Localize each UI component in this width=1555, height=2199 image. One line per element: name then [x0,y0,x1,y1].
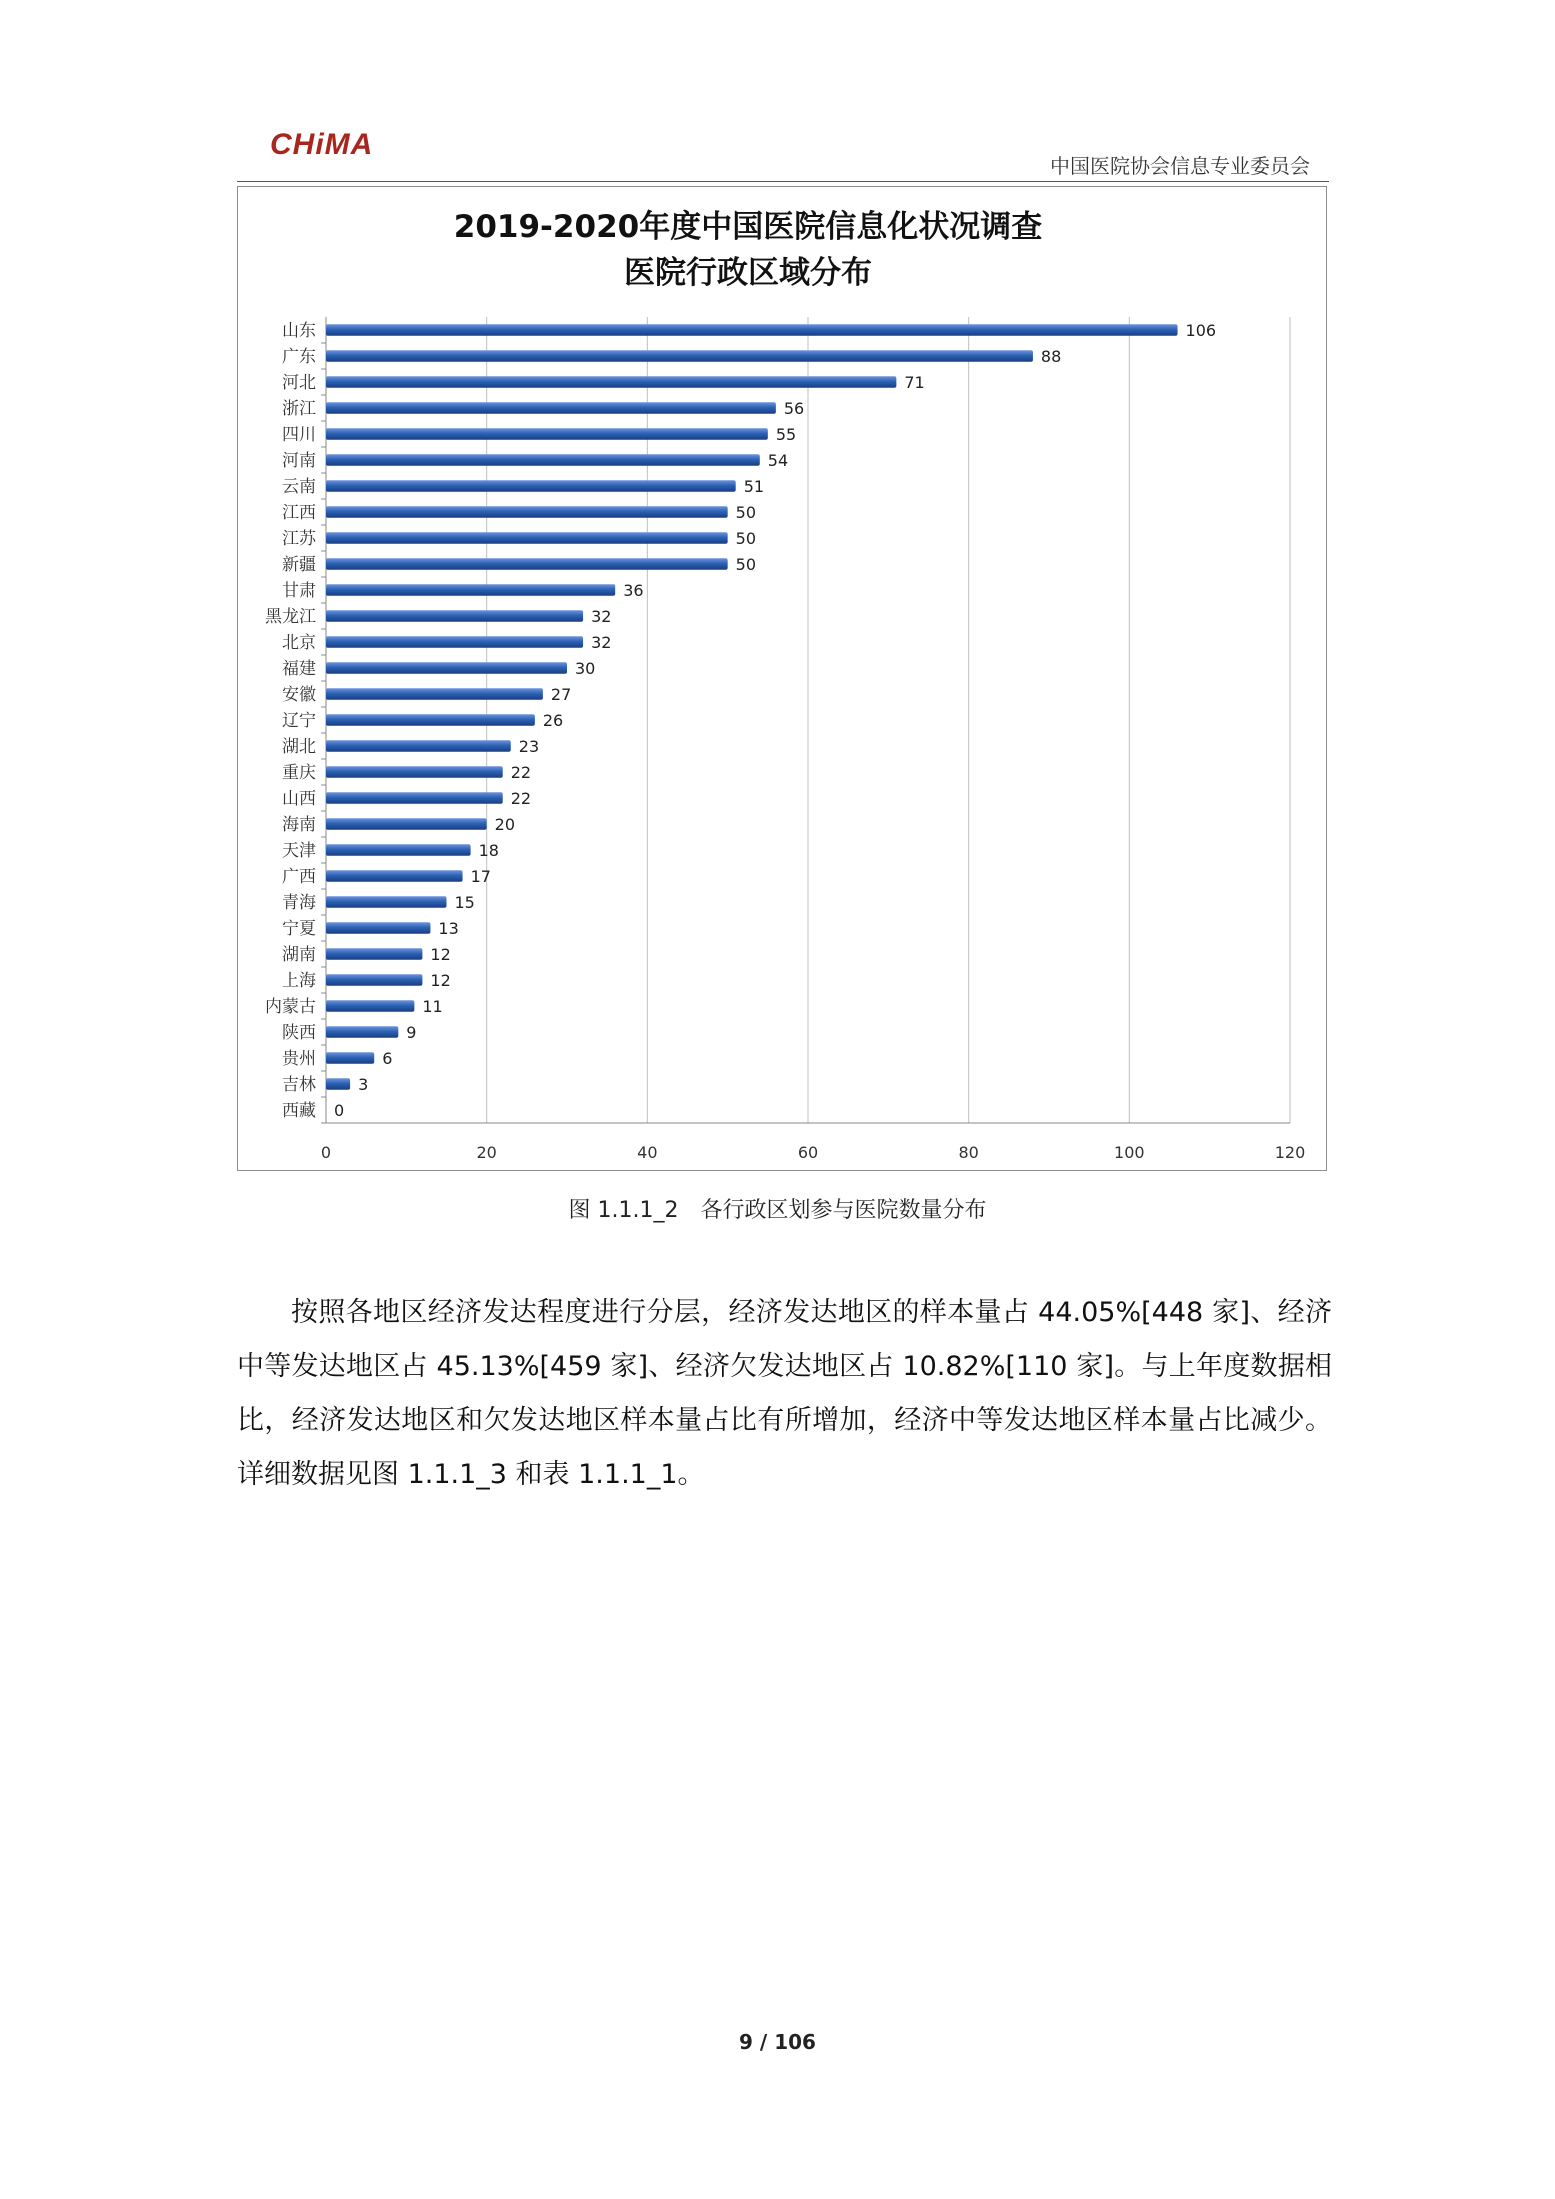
bars [326,324,1178,1089]
body-paragraph: 按照各地区经济发达程度进行分层，经济发达地区的样本量占 44.05%[448 家]、经济中等发达地区占 45.13%[459 家]、经济欠发达地区占 10.82%[110 家]。与上年度数据相比，经济发达地区和欠发达地区样本量占比有所增加，经济中等发达地区样本量占比减少。详细数据见图 1.1.1_3 和表 1.1.1_1。 [237,1297,1332,1490]
data-label: 54 [767,451,789,470]
category-label: 山西 [282,789,316,809]
bar [326,324,1178,335]
category-label: 四川 [282,425,316,445]
bar [326,948,422,959]
category-label: 贵州 [282,1049,316,1069]
category-label: 河南 [282,451,316,471]
bar [326,1078,350,1089]
bar [326,428,768,439]
bar [326,376,896,387]
category-label: 山东 [282,321,316,341]
data-label: 3 [358,1075,369,1094]
bar [326,870,463,881]
bar [326,766,503,777]
bar-chart [238,187,1328,1172]
bar [326,662,567,673]
category-label: 陕西 [282,1023,316,1043]
bar [326,1052,374,1063]
chima-logo: CHiMA [270,128,374,161]
category-label: 北京 [282,633,316,653]
category-label: 黑龙江 [265,607,316,627]
category-label: 福建 [282,659,316,679]
category-label: 新疆 [282,555,316,575]
category-label: 安徽 [282,685,316,705]
bar [326,688,543,699]
bar [326,506,728,517]
data-label: 27 [550,685,572,704]
data-label: 36 [623,581,644,600]
x-tick-label: 80 [958,1143,979,1162]
bar [326,844,471,855]
x-tick-label: 20 [476,1143,497,1162]
x-tick-label: 60 [797,1143,819,1162]
bar [326,454,760,465]
bar [326,480,736,491]
category-label: 广东 [282,347,316,367]
data-label: 9 [406,1023,417,1042]
data-label: 50 [735,529,757,548]
header-divider [237,181,1329,182]
x-tick-label: 40 [637,1143,658,1162]
category-label: 西藏 [282,1101,316,1121]
data-label: 18 [478,841,499,860]
category-label: 上海 [282,971,316,991]
bar [326,636,583,647]
data-label: 13 [438,919,459,938]
data-label: 15 [454,893,475,912]
category-label: 宁夏 [282,919,316,939]
data-label: 11 [422,997,443,1016]
category-label: 湖南 [282,945,316,965]
bar [326,1000,414,1011]
bar [326,402,776,413]
category-label: 重庆 [282,763,316,783]
category-label: 江西 [282,503,316,523]
x-tick-label: 100 [1114,1143,1145,1162]
data-label: 23 [518,737,540,756]
data-label: 32 [591,607,612,626]
x-tick-label: 120 [1274,1143,1306,1162]
bar [326,896,447,907]
category-label: 广西 [282,867,316,887]
chart-title-line1: 2019-2020年度中国医院信息化状况调查 [453,209,1043,245]
bar [326,974,422,985]
bar [326,1026,398,1037]
data-label: 88 [1040,347,1062,366]
data-label: 22 [510,789,532,808]
bar [326,714,535,725]
bar [326,558,728,569]
data-label: 55 [775,425,797,444]
data-label: 30 [575,659,596,678]
data-label: 51 [743,477,765,496]
data-label: 0 [334,1101,345,1120]
bar [326,584,615,595]
category-label: 内蒙古 [265,997,316,1017]
figure-caption: 图 1.1.1_2 各行政区划参与医院数量分布 [568,1198,987,1223]
x-tick-labels [321,1143,1305,1162]
data-label: 17 [470,867,491,886]
category-label: 青海 [282,893,316,913]
category-label: 海南 [282,815,316,835]
category-label: 江苏 [282,529,316,549]
category-label: 河北 [282,373,316,393]
category-label: 云南 [282,477,316,497]
chart-title-line2: 医院行政区域分布 [624,255,872,291]
data-label: 26 [542,711,564,730]
data-label: 71 [904,373,925,392]
data-label: 50 [735,503,757,522]
data-label: 20 [494,815,516,834]
category-label: 湖北 [282,737,316,757]
category-label: 辽宁 [282,711,316,731]
data-label: 6 [382,1049,393,1068]
bar [326,532,728,543]
data-label: 56 [783,399,805,418]
bar [326,350,1033,361]
data-label: 22 [510,763,532,782]
category-label: 浙江 [282,399,316,419]
data-label: 50 [735,555,757,574]
bar [326,610,583,621]
chart-container [237,186,1327,1171]
bar [326,740,511,751]
category-label: 甘肃 [282,581,316,601]
bar [326,922,430,933]
x-tick-label: 0 [320,1143,332,1162]
bar [326,818,487,829]
page-number: 9 / 106 [739,2030,816,2054]
organization-name: 中国医院协会信息专业委员会 [1050,154,1310,178]
data-label: 12 [430,971,451,990]
category-label: 天津 [282,841,316,861]
data-label: 106 [1185,321,1217,340]
data-label: 32 [591,633,612,652]
data-label: 12 [430,945,451,964]
category-label: 吉林 [282,1075,316,1095]
bar [326,792,503,803]
